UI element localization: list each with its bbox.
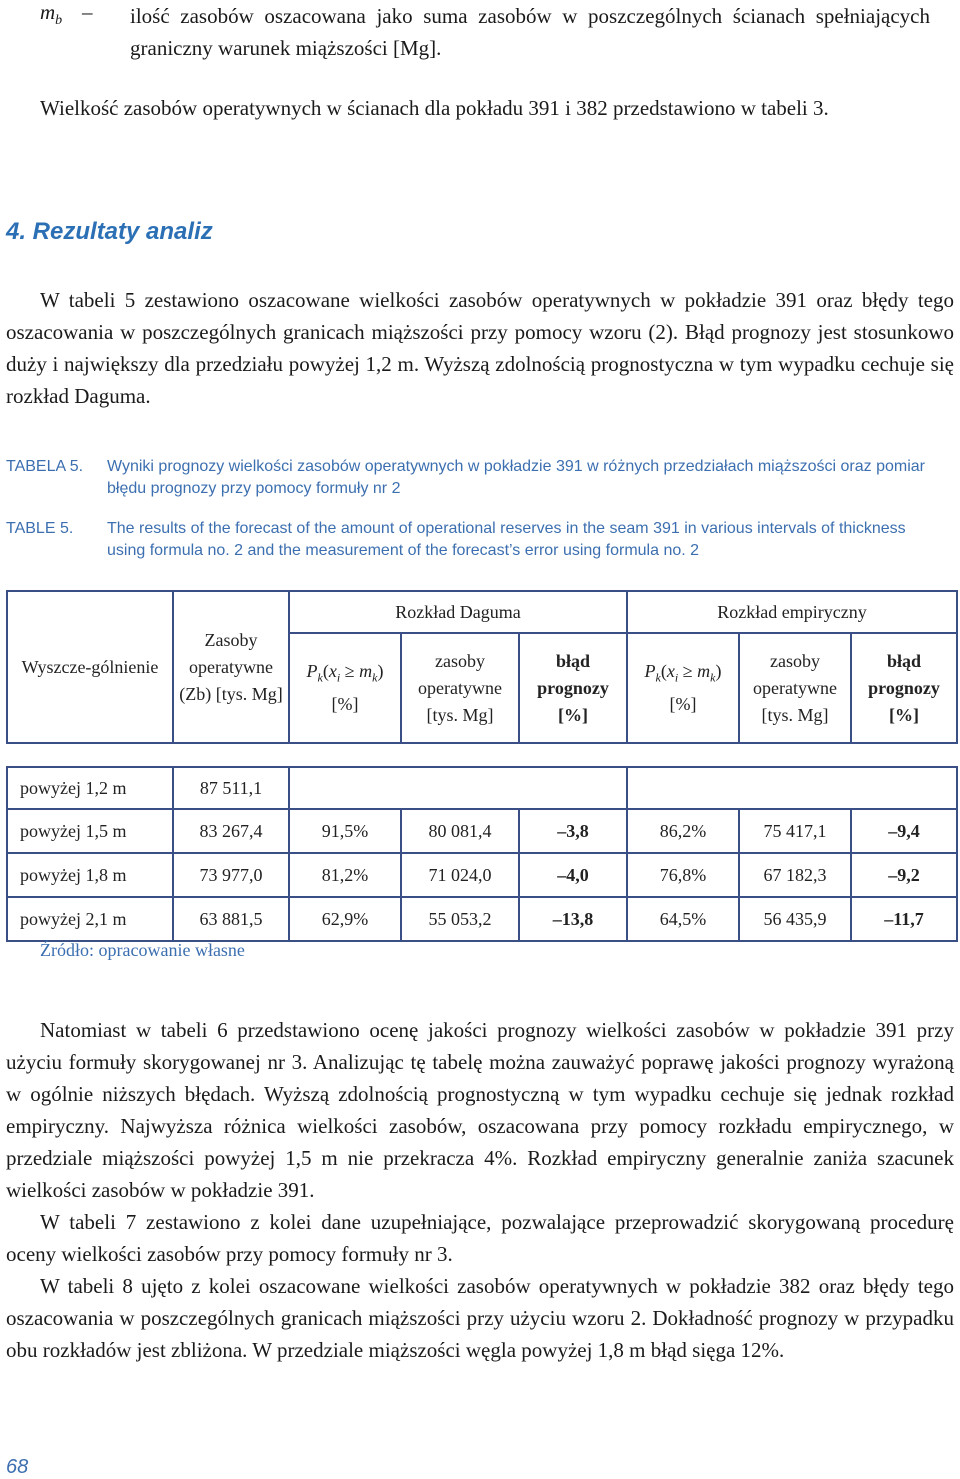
header-daguma-pk: $P_k(x_i \ge m_k)$ [%] bbox=[289, 633, 401, 743]
definition-text: ilość zasobów oszacowana jako suma zasobów w poszczególnych ścianach spełniających graniczny warunek miąższości [Mg]. bbox=[130, 4, 930, 60]
definition-dash: – bbox=[82, 0, 93, 24]
row-daguma-empty bbox=[289, 767, 627, 809]
body-text bbox=[6, 1014, 954, 1366]
row-zb: 63 881,5 bbox=[173, 897, 289, 941]
row-daguma-zasoby: 80 081,4 bbox=[401, 809, 519, 853]
caption-pl-text: Wyniki prognozy wielkości zasobów operatywnych w pokładzie 391 w różnych przedziałach miąższości oraz pomiar błędu prognozy przy pomocy formuły nr 2 bbox=[107, 458, 925, 497]
table-row bbox=[7, 853, 957, 897]
definition-symbol: $m_b$ bbox=[40, 0, 63, 29]
row-daguma-pk: 81,2% bbox=[289, 853, 401, 897]
header-empiryczny-blad: błąd prognozy [%] bbox=[851, 633, 957, 743]
page-number: 68 bbox=[6, 1456, 29, 1478]
caption-pl-label: TABELA 5. bbox=[6, 458, 84, 475]
header-empiryczny-zasoby: zasoby operatywne [tys. Mg] bbox=[739, 633, 851, 743]
row-daguma-pk: 62,9% bbox=[289, 897, 401, 941]
header-wyszczegolnienie: Wyszcze-gólnienie bbox=[7, 591, 173, 743]
row-daguma-zasoby: 71 024,0 bbox=[401, 853, 519, 897]
row-daguma-pk: 91,5% bbox=[289, 809, 401, 853]
row-daguma-blad: –13,8 bbox=[519, 897, 627, 941]
row-zb: 83 267,4 bbox=[173, 809, 289, 853]
row-daguma-blad: –4,0 bbox=[519, 853, 627, 897]
body-paragraph: W tabeli 8 ujęto z kolei oszacowane wielkości zasobów operatywnych w pokładzie 382 oraz błędy tego oszacowania w poszczególnych granicach miąższości przy użyciu wzoru 2. Dokładność prognozy w przypadku obu rozkładów jest zbliżona. W przedziale miąższości węgla powyżej 1,8 m błąd sięga 12%. bbox=[6, 1274, 954, 1362]
body-paragraph: W tabeli 7 zestawiono z kolei dane uzupełniające, pozwalające przeprowadzić skorygowaną procedurę oceny wielkości zasobów przy pomocy formuły nr 3. bbox=[6, 1210, 954, 1266]
row-empiryczny-empty bbox=[627, 767, 957, 809]
results-paragraph: W tabeli 5 zestawiono oszacowane wielkości zasobów operatywnych w pokładzie 391 oraz błędy tego oszacowania w poszczególnych granicach miąższości przy pomocy wzoru (2). Błąd prognozy jest stosunkowo duży i największy dla przedziału powyżej 1,2 m. Wyższą zdolnością prognostyczna w tym wypadku cechuje się rozkład Daguma. bbox=[6, 288, 954, 408]
caption-en-text: The results of the forecast of the amount of operational reserves in the seam 391 in various intervals of thickness using formula no. 2 and the measurement of the forecast’s error using formula no. 2 bbox=[107, 520, 906, 559]
intro-paragraph: Wielkość zasobów operatywnych w ścianach dla pokładu 391 i 382 przedstawiono w tabeli 3. bbox=[40, 96, 829, 120]
row-empiryczny-blad: –11,7 bbox=[851, 897, 957, 941]
table-gap bbox=[7, 743, 957, 767]
source-note: Źródło: opracowanie własne bbox=[40, 940, 245, 960]
section-heading: 4. Rezultaty analiz bbox=[6, 218, 213, 245]
table-row bbox=[7, 897, 957, 941]
header-daguma-zasoby: zasoby operatywne [tys. Mg] bbox=[401, 633, 519, 743]
row-empiryczny-zasoby: 56 435,9 bbox=[739, 897, 851, 941]
row-zb: 87 511,1 bbox=[173, 767, 289, 809]
row-label: powyżej 1,5 m bbox=[7, 809, 173, 853]
row-label: powyżej 1,2 m bbox=[7, 767, 173, 809]
row-empiryczny-pk: 64,5% bbox=[627, 897, 739, 941]
header-empiryczny-pk: $P_k(x_i \ge m_k)$ [%] bbox=[627, 633, 739, 743]
row-daguma-zasoby: 55 053,2 bbox=[401, 897, 519, 941]
table-row bbox=[7, 809, 957, 853]
row-empiryczny-zasoby: 75 417,1 bbox=[739, 809, 851, 853]
row-zb: 73 977,0 bbox=[173, 853, 289, 897]
header-zasoby-operatywne: Zasoby operatywne (Zb) [tys. Mg] bbox=[173, 591, 289, 743]
header-rozklad-empiryczny: Rozkład empiryczny bbox=[627, 591, 957, 633]
header-daguma-blad: błąd prognozy [%] bbox=[519, 633, 627, 743]
header-rozklad-daguma: Rozkład Daguma bbox=[289, 591, 627, 633]
table-row bbox=[7, 767, 957, 809]
body-paragraph: Natomiast w tabeli 6 przedstawiono ocenę jakości prognozy wielkości zasobów w pokładzie 391 przy użyciu formuły skorygowanej nr 3. Analizując tę tabelę można zauważyć poprawę jakości prognozy wyrażoną w ogólnie niższych błędach. Wyższą zdolnością prognostyczną w tym wypadku cechuje się jednak rozkład empiryczny. Najwyższa różnica wielkości zasobów, oszacowana przy pomocy rozkładu empirycznego, w przedziale miąższości powyżej 1,5 m nie przekracza 4%. Rozkład empiryczny generalnie zaniża szacunek wielkości zasobów w pokładzie 391. bbox=[6, 1018, 954, 1202]
row-empiryczny-pk: 86,2% bbox=[627, 809, 739, 853]
row-daguma-blad: –3,8 bbox=[519, 809, 627, 853]
caption-en-label: TABLE 5. bbox=[6, 520, 74, 537]
row-label: powyżej 1,8 m bbox=[7, 853, 173, 897]
row-empiryczny-blad: –9,2 bbox=[851, 853, 957, 897]
row-empiryczny-pk: 76,8% bbox=[627, 853, 739, 897]
row-label: powyżej 2,1 m bbox=[7, 897, 173, 941]
row-empiryczny-blad: –9,4 bbox=[851, 809, 957, 853]
row-empiryczny-zasoby: 67 182,3 bbox=[739, 853, 851, 897]
results-table bbox=[6, 590, 958, 942]
